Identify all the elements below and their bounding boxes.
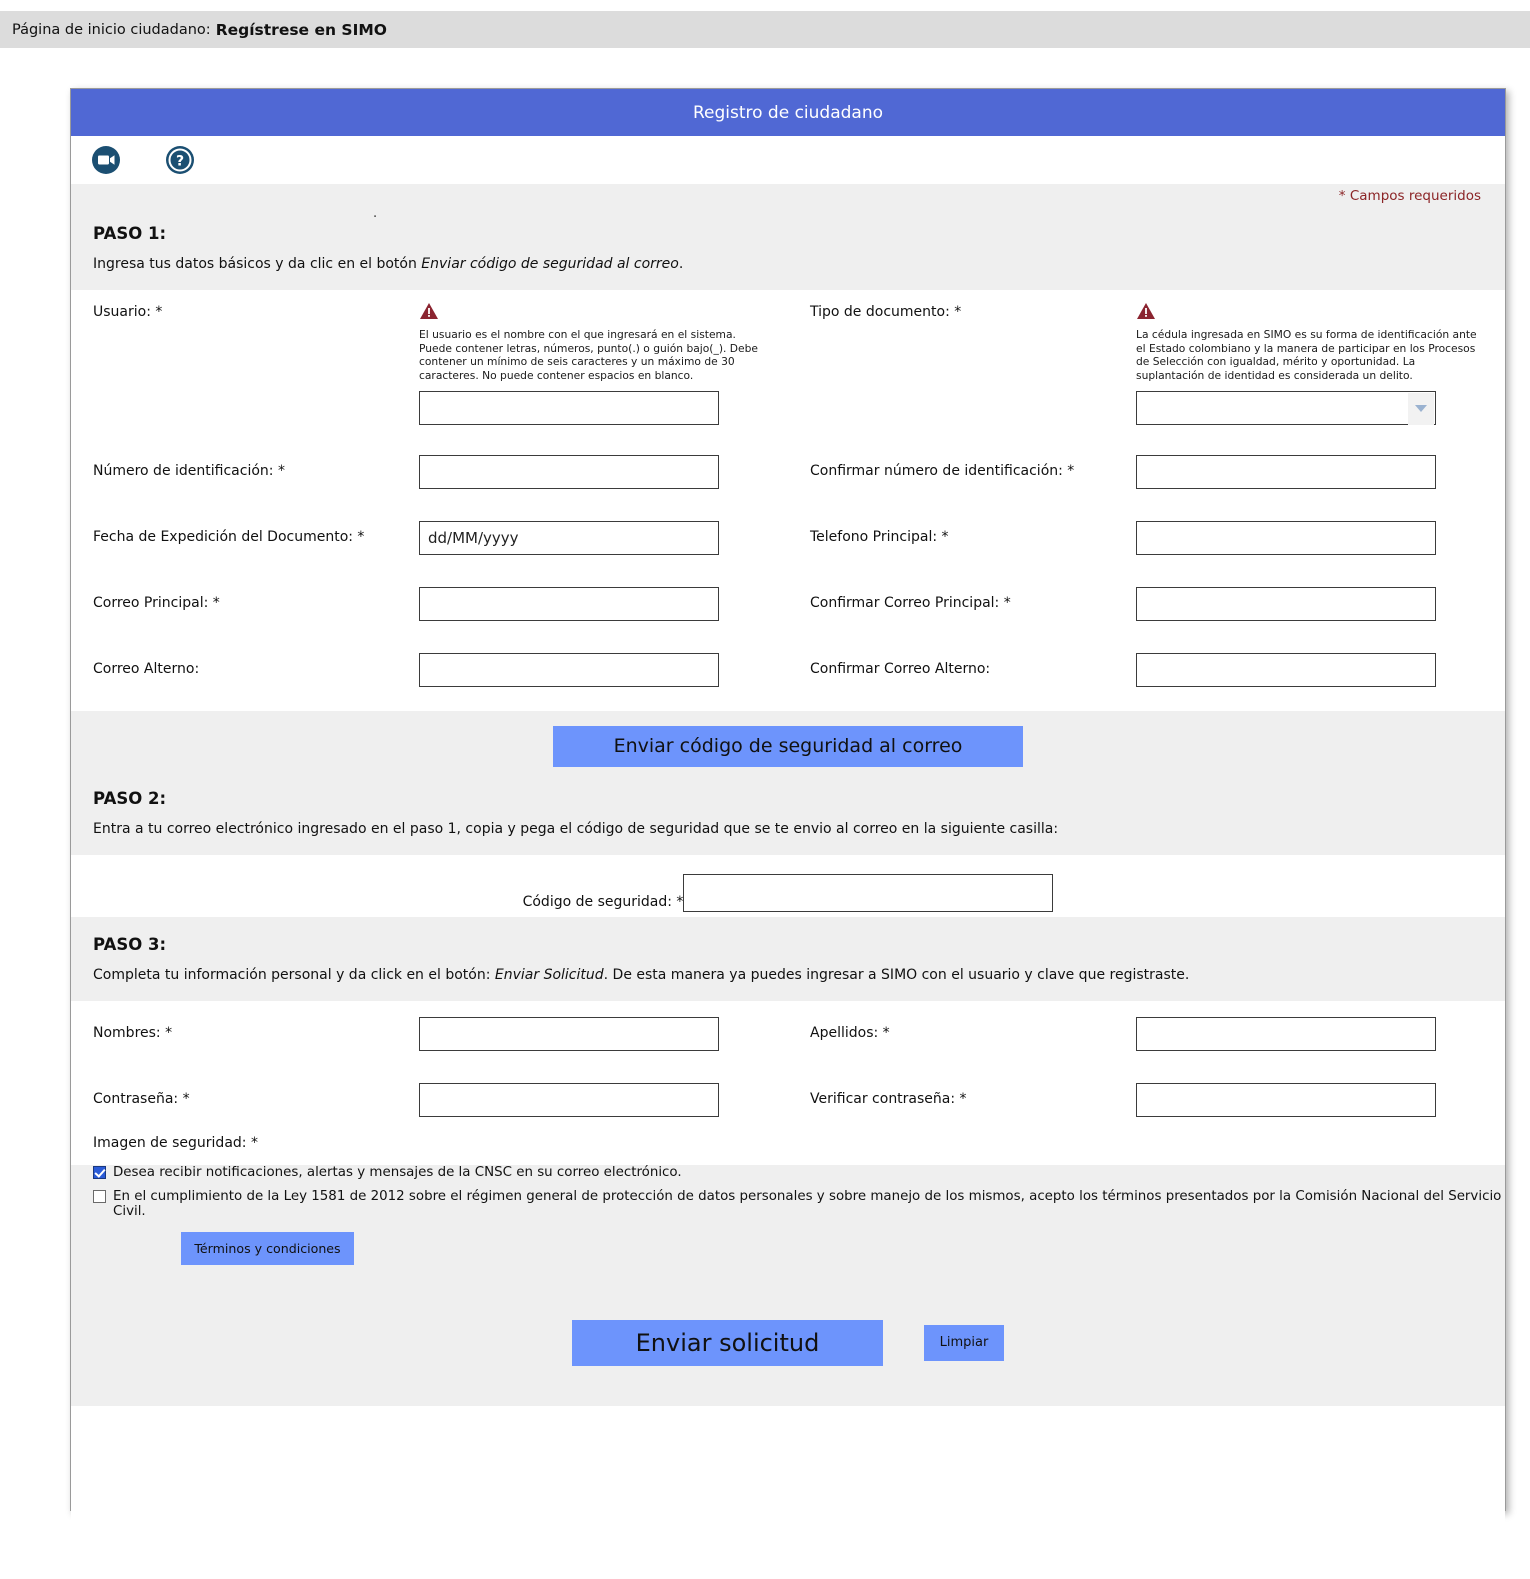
stray-dot: . bbox=[373, 206, 378, 221]
confirmar-correo-principal-label: Confirmar Correo Principal: * bbox=[810, 594, 1011, 611]
verificar-contrasena-control bbox=[1136, 1077, 1505, 1117]
fecha-expedicion-input[interactable] bbox=[419, 521, 719, 555]
step3-desc-before: Completa tu información personal y da click en el botón: bbox=[93, 966, 495, 983]
nombres-input[interactable] bbox=[419, 1017, 719, 1051]
panel-tail-spacer bbox=[71, 1406, 1505, 1556]
correo-alterno-control bbox=[419, 647, 788, 687]
nombres-label: Nombres: * bbox=[93, 1024, 173, 1041]
tipo-documento-select[interactable] bbox=[1136, 391, 1436, 425]
contrasena-control bbox=[419, 1077, 788, 1117]
consent-band bbox=[71, 1165, 1505, 1406]
confirmar-correo-alterno-control bbox=[1136, 647, 1505, 687]
confirmar-numero-identificacion-label: Confirmar número de identificación: * bbox=[810, 462, 1075, 479]
confirmar-correo-alterno-input[interactable] bbox=[1136, 653, 1436, 687]
form-row-correo-principal bbox=[71, 581, 1505, 621]
step1-desc-before: Ingresa tus datos básicos y da clic en el botón bbox=[93, 256, 422, 272]
notifications-checkbox[interactable] bbox=[93, 1166, 106, 1179]
usuario-label: Usuario: * bbox=[93, 304, 163, 320]
help-circle-icon[interactable] bbox=[165, 145, 195, 175]
correo-alterno-input[interactable] bbox=[419, 653, 719, 687]
usuario-warning bbox=[419, 296, 758, 383]
contrasena-label: Contraseña: * bbox=[93, 1090, 190, 1107]
step2-heading: PASO 2: bbox=[93, 788, 167, 808]
field-apellidos bbox=[788, 1011, 1505, 1051]
field-usuario bbox=[71, 290, 788, 425]
fecha-expedicion-label: Fecha de Expedición del Documento: * bbox=[93, 528, 365, 545]
nombres-control bbox=[419, 1011, 788, 1051]
breadcrumb bbox=[0, 11, 1530, 48]
field-verificar-contrasena bbox=[788, 1077, 1505, 1117]
step1-band bbox=[71, 184, 1505, 290]
registration-panel bbox=[70, 88, 1506, 1511]
field-confirmar-numero-identificacion bbox=[788, 449, 1505, 489]
confirmar-correo-alterno-label: Confirmar Correo Alterno: bbox=[810, 660, 991, 677]
field-numero-identificacion bbox=[71, 449, 788, 489]
chevron-down-icon[interactable] bbox=[1408, 393, 1434, 425]
send-security-code-button[interactable]: Enviar código de seguridad al correo bbox=[553, 726, 1023, 767]
numero-identificacion-label: Número de identificación: * bbox=[93, 462, 285, 479]
security-code-row bbox=[71, 855, 1505, 917]
video-camera-icon[interactable] bbox=[91, 145, 121, 175]
field-tipo-documento bbox=[788, 290, 1505, 425]
numero-identificacion-input[interactable] bbox=[419, 455, 719, 489]
required-fields-note: * Campos requeridos bbox=[1338, 188, 1481, 204]
form-row-numero-id bbox=[71, 449, 1505, 489]
apellidos-control bbox=[1136, 1011, 1505, 1051]
field-nombres bbox=[71, 1011, 788, 1051]
terms-and-conditions-button[interactable]: Términos y condiciones bbox=[181, 1232, 354, 1265]
correo-principal-input[interactable] bbox=[419, 587, 719, 621]
field-fecha-expedicion bbox=[71, 515, 788, 555]
telefono-principal-input[interactable] bbox=[1136, 521, 1436, 555]
step2-band bbox=[71, 711, 1505, 855]
step3-description bbox=[71, 954, 1505, 1001]
verificar-contrasena-input[interactable] bbox=[1136, 1083, 1436, 1117]
security-code-label: Código de seguridad: * bbox=[522, 893, 684, 910]
page-title: Registro de ciudadano bbox=[71, 89, 1505, 136]
step3-form bbox=[71, 1001, 1505, 1151]
contrasena-input[interactable] bbox=[419, 1083, 719, 1117]
tipo-documento-warning-text: La cédula ingresada en SIMO es su forma de identificación ante el Estado colombiano y la manera de participar en los Procesos de Selección con igualdad, mérito y oportunidad. La suplantación de identidad es considerada un delito. bbox=[1136, 328, 1477, 383]
step3-heading: PASO 3: bbox=[93, 934, 167, 954]
breadcrumb-current: Regístrese en SIMO bbox=[215, 20, 387, 39]
apellidos-label: Apellidos: * bbox=[810, 1024, 890, 1041]
step1-desc-after: . bbox=[678, 256, 684, 272]
confirmar-numero-identificacion-control bbox=[1136, 449, 1505, 489]
form-row-correo-alterno bbox=[71, 647, 1505, 711]
field-contrasena bbox=[71, 1077, 788, 1117]
correo-alterno-label: Correo Alterno: bbox=[93, 660, 200, 677]
field-confirmar-correo-alterno bbox=[788, 647, 1505, 687]
imagen-seguridad-label: Imagen de seguridad: * bbox=[93, 1134, 258, 1151]
step3-band bbox=[71, 917, 1505, 1001]
verificar-contrasena-label: Verificar contraseña: * bbox=[810, 1090, 967, 1107]
form-row-usuario-tipodoc bbox=[71, 290, 1505, 425]
clear-form-button[interactable]: Limpiar bbox=[924, 1325, 1004, 1361]
apellidos-input[interactable] bbox=[1136, 1017, 1436, 1051]
usuario-warning-text: El usuario es el nombre con el que ingresará en el sistema. Puede contener letras, números, punto(.) o guión bajo(_). Debe contener un mínimo de seis caracteres y un máximo de 30 caracteres. No puede contener espacios en blanco. bbox=[419, 328, 758, 383]
telefono-principal-control bbox=[1136, 515, 1505, 555]
svg-text:?: ? bbox=[175, 153, 185, 170]
submit-request-button[interactable]: Enviar solicitud bbox=[572, 1320, 883, 1366]
form-row-fecha-telefono bbox=[71, 515, 1505, 555]
terms-consent-label: En el cumplimiento de la Ley 1581 de 2012 sobre el régimen general de protección de datos personales y sobre manejo de los mismos, acepto los términos presentados por la Comisión Nacional del Servicio Civil. bbox=[113, 1188, 1502, 1219]
step1-form bbox=[71, 290, 1505, 711]
fecha-expedicion-control bbox=[419, 515, 788, 555]
notifications-consent-label: Desea recibir notificaciones, alertas y mensajes de la CNSC en su correo electrónico. bbox=[113, 1164, 682, 1180]
tipo-documento-control bbox=[1136, 290, 1505, 425]
terms-consent-row bbox=[71, 1189, 1505, 1219]
warning-triangle-icon bbox=[1136, 302, 1156, 320]
form-row-nombres-apellidos bbox=[71, 1001, 1505, 1051]
field-correo-alterno bbox=[71, 647, 788, 687]
footer-actions bbox=[71, 1265, 1505, 1406]
step2-description: Entra a tu correo electrónico ingresado en el paso 1, copia y pega el código de seguridad que se te envio al correo en la siguiente casilla: bbox=[93, 820, 1059, 837]
field-telefono-principal bbox=[788, 515, 1505, 555]
form-row-contrasena bbox=[71, 1077, 1505, 1117]
step1-description bbox=[71, 243, 1505, 290]
required-note-row bbox=[71, 184, 1505, 221]
send-code-wrap bbox=[71, 711, 1505, 775]
field-confirmar-correo-principal bbox=[788, 581, 1505, 621]
step3-desc-italic: Enviar Solicitud bbox=[494, 966, 604, 983]
confirmar-correo-principal-control bbox=[1136, 581, 1505, 621]
field-correo-principal bbox=[71, 581, 788, 621]
telefono-principal-label: Telefono Principal: * bbox=[810, 528, 949, 545]
security-code-input[interactable] bbox=[683, 874, 1053, 912]
step1-desc-italic: Enviar código de seguridad al correo bbox=[421, 256, 679, 272]
confirmar-numero-identificacion-input[interactable] bbox=[1136, 455, 1436, 489]
step3-desc-after: . De esta manera ya puedes ingresar a SIMO con el usuario y clave que registraste. bbox=[603, 966, 1190, 983]
tipo-documento-label: Tipo de documento: * bbox=[810, 304, 962, 320]
correo-principal-label: Correo Principal: * bbox=[93, 594, 220, 611]
usuario-control bbox=[419, 290, 788, 425]
usuario-input[interactable] bbox=[419, 391, 719, 425]
warning-triangle-icon bbox=[419, 302, 439, 320]
notifications-consent-row bbox=[71, 1165, 1505, 1180]
breadcrumb-prefix: Página de inicio ciudadano: bbox=[12, 21, 211, 38]
numero-identificacion-control bbox=[419, 449, 788, 489]
correo-principal-control bbox=[419, 581, 788, 621]
step1-heading: PASO 1: bbox=[93, 224, 167, 243]
tipo-documento-warning bbox=[1136, 296, 1477, 383]
confirmar-correo-principal-input[interactable] bbox=[1136, 587, 1436, 621]
toolbar bbox=[71, 136, 1505, 184]
terms-checkbox[interactable] bbox=[93, 1190, 106, 1203]
